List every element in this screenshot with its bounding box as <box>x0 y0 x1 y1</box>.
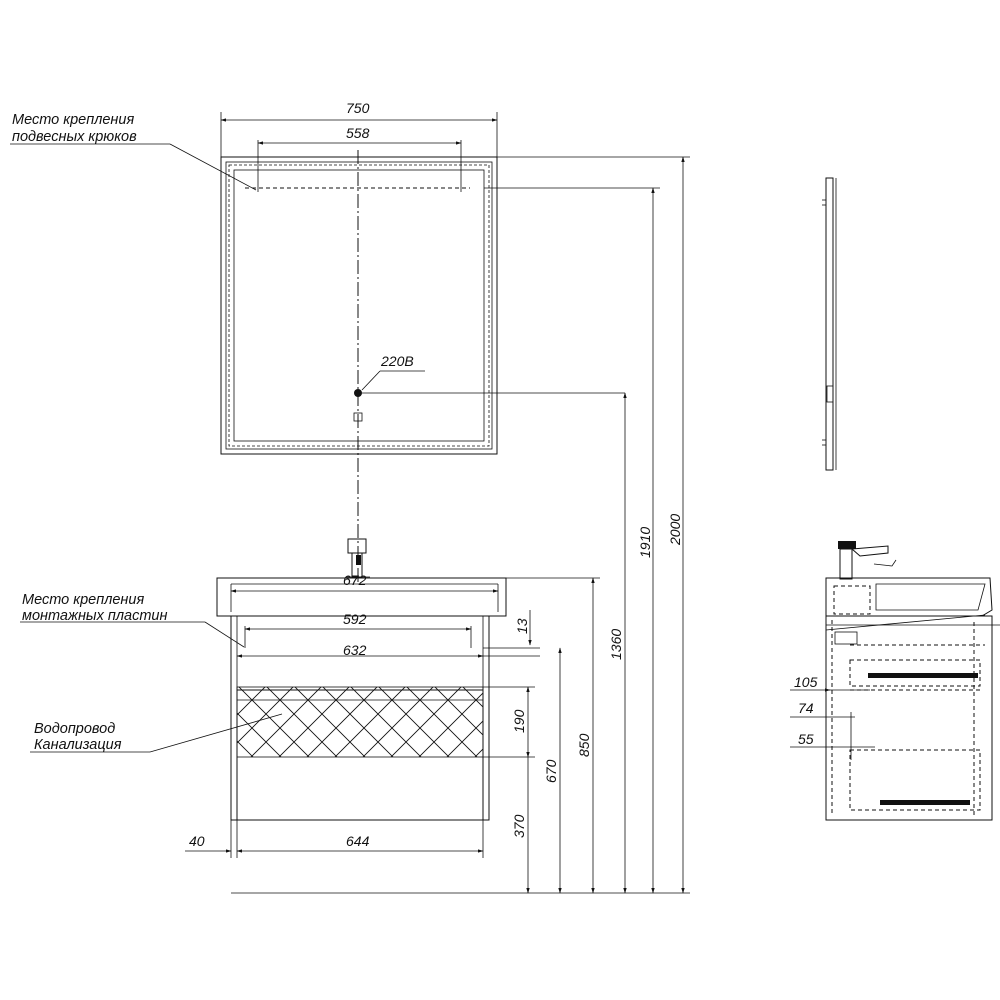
basin-side <box>826 578 992 616</box>
cabinet-width-dimension <box>185 820 483 858</box>
hooks-spacing-value: 558 <box>346 125 370 141</box>
basin-top-height-value: 850 <box>576 733 592 757</box>
height-dimensions <box>483 157 690 893</box>
mirror-front-view <box>221 140 625 585</box>
plates-gap-value: 13 <box>514 618 530 634</box>
plates-label-line1: Место крепления <box>22 592 145 608</box>
wall-offset-value: 40 <box>189 833 205 849</box>
hooks-callout <box>10 144 256 190</box>
faucet-side <box>838 541 896 579</box>
plates-callout <box>20 622 244 647</box>
cabinet-bottom-height-value: 370 <box>511 814 527 838</box>
power-outlet-point <box>354 389 362 397</box>
plates-height-value: 1360 <box>608 628 624 660</box>
pipe-zone-height-value: 190 <box>511 709 527 733</box>
cabinet-width-value: 644 <box>346 833 370 849</box>
basin-width-value: 672 <box>343 572 367 588</box>
plates-label-line2: монтажных пластин <box>22 608 168 624</box>
pipes-label-line2: Канализация <box>34 737 122 753</box>
plates-spacing-value: 592 <box>343 611 367 627</box>
power-height-value: 1910 <box>637 526 653 558</box>
cabinet-side <box>826 615 1000 820</box>
hooks-label-line1: Место крепления <box>12 112 135 128</box>
mirror-side-view <box>822 178 836 470</box>
hooks-label-line2: подвесных крюков <box>12 129 137 145</box>
side-depth-74-value: 74 <box>798 700 814 716</box>
pipes-label-line1: Водопровод <box>34 721 116 737</box>
pipe-zone-hatch <box>237 687 483 757</box>
mirror-width-value: 750 <box>346 100 370 116</box>
power-label: 220В <box>381 353 414 369</box>
side-depth-55-value: 55 <box>798 731 814 747</box>
basin-width-dimension <box>231 591 540 656</box>
side-depth-105-value: 105 <box>794 674 818 690</box>
mirror-top-height-value: 2000 <box>667 513 683 545</box>
pipe-zone-bottom-height-value: 670 <box>543 759 559 783</box>
plates-distance-value: 632 <box>343 642 367 658</box>
